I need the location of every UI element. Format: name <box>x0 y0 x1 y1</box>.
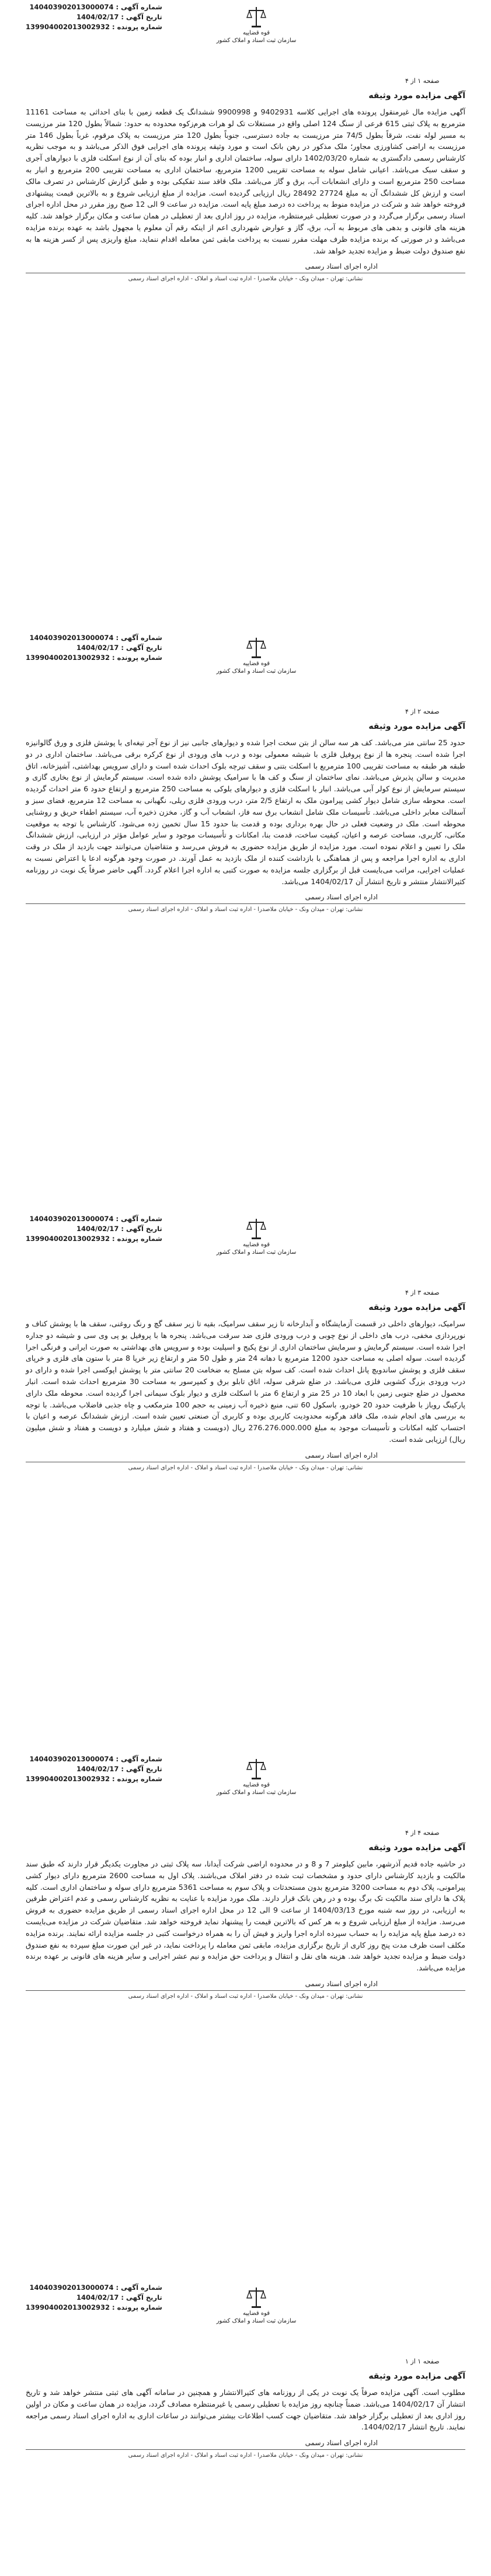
notice-header <box>26 0 465 88</box>
notice-title: آگهی مزایده مورد وثیقه <box>368 1843 465 1852</box>
signature: اداره اجرای اسناد رسمی <box>305 893 378 902</box>
emblem-caption-2: سازمان ثبت اسناد و املاک کشور <box>216 1789 297 1796</box>
emblem-caption-1: قوه قضاییه <box>242 30 270 36</box>
emblem-caption-1: قوه قضاییه <box>242 660 270 667</box>
notice-body: سرامیک، دیوارهای داخلی در قسمت آزمایشگاه و آبدارخانه تا زیر سقف سرامیک، بقیه تا زیر سقف گچ و رنگ روغنی، سقف ها با پوشش کناف و نورپردازی مخفی، درب های داخلی از نوع چوبی و درب ورودی فلزی ضد سرقت می‌باشد. پنجره ها با پروفیل یو پی وی سی و شیشه دو جداره اجرا شده است. سیستم گرمایش و سرمایش ساختمان اداری از نوع پکیج و اسپلیت بوده و سرویس های بهداشتی به صورت ایرانی و فرنگی اجرا گردیده است. سوله اصلی به مساحت حدود 1200 مترمربع با دهانه 24 متر و طول 50 متر و ارتفاع زیر خرپا 8 متر با ستون های فلزی و خرپای سقف فلزی و پوشش ساندویچ پانل احداث شده است. کف سوله بتن مسلح به ضخامت 20 سانتی متر با پوشش اپوکسی اجرا شده و دارای دو درب ورودی بزرگ کشویی فلزی می‌باشد. در ضلع شرقی سوله، اتاق تابلو برق و کمپرسور به مساحت 30 مترمربع احداث شده است. انبار محصول در ضلع جنوبی زمین با ابعاد 10 در 25 متر و ارتفاع 6 متر با اسکلت فلزی و دیوار بلوک سیمانی اجرا گردیده است. محوطه ملک دارای پارکینگ روباز با ظرفیت حدود 20 خودرو، باسکول 60 تنی، منبع ذخیره آب زمینی به حجم 100 مترمکعب و چاه جذبی فاضلاب می‌باشد. با توجه به بررسی های انجام شده، ملک فاقد هرگونه محدودیت کاربری بوده و کاربری آن صنعتی تعیین شده است. ارزش ششدانگ عرصه و اعیان با احتساب کلیه امکانات و تأسیسات موجود به مبلغ 276.276.000.000 ریال (دویست و هفتاد و شش میلیارد و دویست و هفتاد و شش میلیون ریال) ارزیابی شده است. <box>26 1319 466 1444</box>
notice-meta <box>26 2 162 32</box>
notice-body: آگهی مزایده مال غیرمنقول پرونده های اجرایی کلاسه 9402931 و 9900998 ششدانگ یک قطعه زمین با بنای احداثی به مساحت 11161 مترمربع به پلاک ثبتی 615 فرعی از سنگ 124 اصلی واقع در مستغلات تک لو هرات هرم‌زکوه محدوده به حدود: شمالاً بطول 120 متر مرزیست به مسیر لوله نفت، شرقاً بطول 74/5 متر مرزیست به جاده دسترسی، جنوباً بطول 120 متر مرزیست به پلاک مرقوم، غرباً بطول 146 متر مرزیست به اراضی کشاورزی مجاور؛ ملک مذکور در رهن بانک است و مورد وثیقه پرونده های اجرایی فوق الذکر می‌باشد و به موجب نظریه کارشناس رسمی دادگستری به شماره 1402/03/20 دارای سوله، ساختمان اداری و انبار بوده که بنای آن از نوع اسکلت فلزی با دیوارهای آجری و سقف سبک می‌باشد. اعیانی شامل سوله به مساحت تقریبی 1200 مترمربع، ساختمان اداری به مساحت تقریبی 200 مترمربع و انبار به مساحت 250 مترمربع است و دارای انشعابات آب، برق و گاز می‌باشد. ملک فاقد سند تفکیکی بوده و طبق گزارش کارشناس در تصرف مالک است و ارزش کل ششدانگ آن به مبلغ 27724 28492 ریال ارزیابی گردیده است. مزایده از مبلغ ارزیابی شروع و به بالاترین قیمت پیشنهادی فروخته خواهد شد و شرکت در مزایده منوط به پرداخت ده درصد مبلغ پایه است. مزایده در ساعت 9 الی 12 صبح روز مقرر در محل اداره اجرای اسناد رسمی برگزار می‌گردد و در صورت تعطیلی غیرمنتظره، مزایده در روز اداری بعد از تعطیلی در همان ساعت و مکان برگزار خواهد شد. کلیه هزینه های قانونی و بدهی های مربوط به آب، برق، گاز و عوارض شهرداری اعم از اینکه رقم آن معلوم یا مجهول باشد به عهده برنده مزایده می‌باشد و در صورتی که برنده مزایده ظرف مهلت مقرر نسبت به پرداخت مابقی ثمن معامله اقدام ننماید، مبلغ واریزی پس از کسر هزینه ها به نفع صندوق دولت ضبط و مزایده تجدید خواهد شد. <box>26 107 466 255</box>
judiciary-emblem <box>201 6 312 44</box>
notice-footer: نشانی: تهران - میدان ونک - خیابان ملاصدرا - اداره ثبت اسناد و املاک - اداره اجرای اسناد رسمی <box>26 1462 465 1471</box>
notice-header <box>26 631 465 718</box>
notice-footer: نشانی: تهران - میدان ونک - خیابان ملاصدرا - اداره ثبت اسناد و املاک - اداره اجرای اسناد رسمی <box>26 273 465 282</box>
notice-title: آگهی مزایده مورد وثیقه <box>368 91 465 100</box>
scales-icon <box>246 1218 266 1241</box>
page-number: صفحه ۱ از ۴ <box>405 77 440 85</box>
signature: اداره اجرای اسناد رسمی <box>305 262 378 271</box>
notice-title: آگهی مزایده مورد وثیقه <box>368 722 465 731</box>
emblem-caption-1: قوه قضاییه <box>242 1242 270 1248</box>
judiciary-emblem <box>201 1218 312 1256</box>
notice-number: شماره آگهی : 140403902013000074 <box>29 3 162 11</box>
notice-footer: نشانی: تهران - میدان ونک - خیابان ملاصدرا - اداره ثبت اسناد و املاک - اداره اجرای اسناد رسمی <box>26 2449 465 2459</box>
page-number: صفحه ۱ از ۱ <box>405 2358 440 2365</box>
notice-meta <box>26 2283 162 2313</box>
emblem-caption-1: قوه قضاییه <box>242 1782 270 1788</box>
case-number: شماره پرونده : 139904002013002932 <box>26 1235 162 1243</box>
notice-meta <box>26 633 162 663</box>
notice-footer: نشانی: تهران - میدان ونک - خیابان ملاصدرا - اداره ثبت اسناد و املاک - اداره اجرای اسناد رسمی <box>26 1990 465 2000</box>
emblem-caption-2: سازمان ثبت اسناد و املاک کشور <box>216 668 297 675</box>
page-number: صفحه ۳ از ۴ <box>405 1289 440 1296</box>
notice-footer: نشانی: تهران - میدان ونک - خیابان ملاصدرا - اداره ثبت اسناد و املاک - اداره اجرای اسناد رسمی <box>26 903 465 913</box>
page-number: صفحه ۲ از ۴ <box>405 708 440 715</box>
emblem-caption-1: قوه قضاییه <box>242 2310 270 2317</box>
notice-2 <box>0 631 491 913</box>
case-number: شماره پرونده : 139904002013002932 <box>26 2303 162 2311</box>
notice-meta <box>26 1754 162 1784</box>
notice-date: تاریخ آگهی : 1404/02/17 <box>76 1225 162 1233</box>
notice-title: آگهی مزایده مورد وثیقه <box>368 1303 465 1312</box>
notice-body: در حاشیه جاده قدیم آذرشهر، مابین کیلومتر 7 و 8 و در محدوده اراضی شرکت آیدانا، سه پلاک ثبتی در مجاورت یکدیگر قرار دارند که طبق سند مالکیت و بازدید کارشناس دارای حدود و مشخصات ثبت شده در دفتر املاک می‌باشند. پلاک اول به مساحت 2600 مترمربع دارای دیوار کشی پیرامونی، پلاک دوم به مساحت 3200 مترمربع بدون مستحدثات و پلاک سوم به مساحت 5361 مترمربع دارای سوله و ساختمان اداری است. کلیه پلاک ها دارای سند مالکیت تک برگ بوده و در رهن بانک قرار دارند. ملک مورد مزایده با عنایت به نظریه کارشناس رسمی و عدم اعتراض طرفین به ارزیابی، در روز سه شنبه مورخ 1404/03/13 از ساعت 9 الی 12 در محل اداره اجرای اسناد رسمی از طریق مزایده حضوری به فروش می‌رسد. مزایده از مبلغ ارزیابی شروع و به هر کس که بالاترین قیمت را پیشنهاد نماید فروخته خواهد شد. متقاضیان شرکت در مزایده می‌بایست ده درصد مبلغ پایه مزایده را به حساب سپرده اداره اجرا واریز و فیش آن را به همراه درخواست کتبی در جلسه مزایده ارائه نمایند. برنده مزایده مکلف است ظرف مدت پنج روز کاری از تاریخ برگزاری مزایده، مابقی ثمن معامله را پرداخت نماید، در غیر این صورت مبلغ سپرده به نفع صندوق دولت ضبط و مزایده تجدید خواهد شد. هزینه های نقل و انتقال و پرداخت حق مزایده و نیم عشر اجرایی و سایر هزینه های قانونی بر عهده برنده مزایده می‌باشد. <box>26 1859 465 1973</box>
notice-4 <box>0 1752 491 2000</box>
scales-icon <box>246 2286 266 2310</box>
scales-icon <box>246 1758 266 1781</box>
notice-date: تاریخ آگهی : 1404/02/17 <box>76 1765 162 1773</box>
notice-title: آگهی مزایده مورد وثیقه <box>368 2372 465 2381</box>
emblem-caption-2: سازمان ثبت اسناد و املاک کشور <box>216 37 297 44</box>
notice-header <box>26 2280 465 2368</box>
notice-date: تاریخ آگهی : 1404/02/17 <box>76 2293 162 2302</box>
emblem-caption-2: سازمان ثبت اسناد و املاک کشور <box>216 2318 297 2324</box>
notice-1 <box>0 0 491 282</box>
scales-icon <box>246 6 266 29</box>
signature: اداره اجرای اسناد رسمی <box>305 2439 378 2448</box>
judiciary-emblem <box>201 2286 312 2325</box>
signature: اداره اجرای اسناد رسمی <box>305 1979 378 1988</box>
signature: اداره اجرای اسناد رسمی <box>305 1451 378 1459</box>
notice-header <box>26 1212 465 1299</box>
case-number: شماره پرونده : 139904002013002932 <box>26 653 162 662</box>
notice-number: شماره آگهی : 140403902013000074 <box>29 634 162 642</box>
notice-header <box>26 1752 465 1840</box>
case-number: شماره پرونده : 139904002013002932 <box>26 1775 162 1783</box>
notice-body: حدود 25 سانتی متر می‌باشد. کف هر سه سالن از بتن سخت اجرا شده و دیوارهای جانبی نیز از نوع آجر تیغه‌ای با پوشش فلزی و ورق گالوانیزه اجرا شده است. پنجره ها از نوع پروفیل فلزی با شیشه معمولی بوده و درب های ورودی از نوع کرکره برقی می‌باشد. ساختمان اداری در دو طبقه هر طبقه به مساحت تقریبی 100 مترمربع با اسکلت بتنی و سقف تیرچه بلوک احداث شده است و دارای سرویس بهداشتی، آشپزخانه، اتاق مدیریت و سالن پذیرش می‌باشد. نمای ساختمان از سنگ و کف ها با سرامیک پوشش داده شده است. سیستم گرمایش از نوع بخاری گازی و سیستم سرمایش از نوع کولر آبی می‌باشد. انبار با اسکلت فلزی و دیوارهای بلوکی به مساحت 250 مترمربع و ارتفاع حدود 6 متر احداث گردیده است. محوطه سازی شامل دیوار کشی پیرامون ملک به ارتفاع 2/5 متر، درب ورودی فلزی ریلی، نگهبانی به مساحت 12 مترمربع، فضای سبز و آسفالت معابر داخلی می‌باشد. تأسیسات ملک شامل انشعاب برق سه فاز، انشعاب آب و گاز، مخزن ذخیره آب، سیستم اطفاء حریق و روشنایی محوطه است. ملک در وضعیت فعلی در حال بهره برداری بوده و قدمت بنا حدود 15 سال تخمین زده می‌شود. کارشناس با توجه به موقعیت مکانی، کاربری، مساحت عرصه و اعیان، کیفیت ساخت، قدمت بنا، امکانات و تأسیسات موجود و سایر عوامل مؤثر در ارزیابی، ارزش ششدانگ ملک را تعیین و اعلام نموده است. مورد مزایده از طریق مزایده حضوری به فروش می‌رسد و متقاضیان می‌توانند جهت بازدید از ملک در وقت اداری به اداره اجرا مراجعه و پس از هماهنگی با بازداشت کننده از ملک بازدید به عمل آورند. در صورت وجود هرگونه ادعا یا اعتراض نسبت به عملیات اجرایی، مراتب می‌بایست قبل از برگزاری جلسه مزایده به صورت کتبی به اداره اجرا اعلام گردد. آگهی حاضر صرفاً یک نوبت در روزنامه کثیرالانتشار منتشر و تاریخ انتشار آن 1404/02/17 می‌باشد. <box>26 738 465 886</box>
notice-number: شماره آگهی : 140403902013000074 <box>29 1215 162 1223</box>
page-number: صفحه ۴ از ۴ <box>405 1829 440 1837</box>
notice-date: تاریخ آگهی : 1404/02/17 <box>76 13 162 21</box>
scales-icon <box>246 637 266 660</box>
judiciary-emblem <box>201 637 312 675</box>
notice-meta <box>26 1214 162 1244</box>
emblem-caption-2: سازمان ثبت اسناد و املاک کشور <box>216 1249 297 1256</box>
notice-body: مطلوب است. آگهی مزایده صرفاً یک نوبت در یکی از روزنامه های کثیرالانتشار و همچنین در سامانه آگهی های ثبتی منتشر خواهد شد و تاریخ انتشار آن 1404/02/17 می‌باشد. ضمناً چنانچه روز مزایده با تعطیلی رسمی یا غیرمنتظره مصادف گردد، مزایده در همان ساعت و مکان در اولین روز اداری بعد از تعطیلی برگزار خواهد شد. متقاضیان جهت کسب اطلاعات بیشتر می‌توانند در ساعات اداری به اداره اجرای اسناد رسمی مراجعه نمایند. تاریخ انتشار 1404/02/17. <box>26 2388 465 2432</box>
case-number: شماره پرونده : 139904002013002932 <box>26 23 162 31</box>
notice-number: شماره آگهی : 140403902013000074 <box>29 1755 162 1763</box>
notice-date: تاریخ آگهی : 1404/02/17 <box>76 644 162 652</box>
judiciary-emblem <box>201 1758 312 1796</box>
notice-3 <box>0 1212 491 1471</box>
notice-number: شماره آگهی : 140403902013000074 <box>29 2283 162 2292</box>
notice-5 <box>0 2280 491 2459</box>
